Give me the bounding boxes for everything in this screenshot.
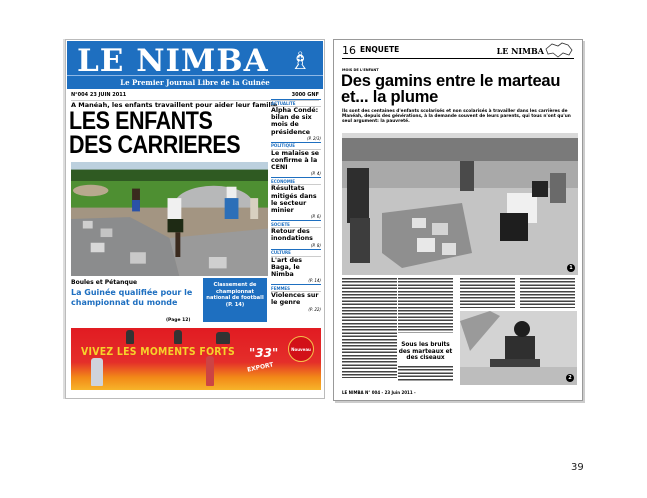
sidebar-title: L'art des Baga, le Nimba	[271, 256, 303, 279]
article-column-3	[460, 278, 515, 308]
sidebar-page: (P. 22)	[308, 306, 321, 312]
inside-logo: LE NIMBA	[496, 46, 544, 56]
guinea-map-icon	[544, 41, 574, 59]
sidebar-title: Alpha Condé: bilan de six mois de présidence	[271, 107, 319, 136]
sidebar-page: (P. 14)	[308, 278, 321, 284]
quarry-photo	[71, 162, 268, 276]
tagline: Le Premier Journal Libre de la Guinée	[67, 75, 323, 87]
slide-page-number: 39	[571, 462, 584, 473]
beer-advertisement	[71, 328, 321, 390]
sidebar-title: Violences sur le genre	[271, 292, 319, 307]
article-column-1	[342, 278, 397, 378]
sidebar-item[interactable]	[271, 249, 321, 284]
article-column-2b	[398, 366, 453, 382]
sport-page-ref: (Page 12)	[166, 318, 191, 323]
inside-lede: Ils sont des centaines d'enfants scolarisés et non scolarisés à travailler dans les carrières de Manéah, depuis des générations, à la demande souvent de leurs parents, qui tous n'ont qu'un seul argument: la pauvreté.	[342, 109, 571, 125]
sidebar-item[interactable]	[271, 99, 321, 141]
sidebar-page: (P. 2/3)	[307, 135, 321, 141]
ad-person	[216, 332, 230, 344]
article-column-4	[520, 278, 575, 308]
boy-sitting-photo	[460, 311, 577, 385]
sidebar-category: CULTURE	[271, 249, 321, 257]
sidebar-contents	[271, 98, 321, 312]
ad-new-badge: Nouveau	[288, 336, 314, 362]
masthead	[67, 41, 323, 89]
sidebar-item[interactable]	[271, 284, 321, 311]
sidebar-category: POLITIQUE	[271, 142, 321, 150]
sidebar-category: SOCIETE	[271, 220, 321, 228]
ad-person	[174, 330, 182, 344]
inside-kicker: MOIS DE L'ENFANT	[342, 68, 379, 72]
issue-date: N°004 23 JUIN 2011	[71, 92, 127, 98]
sidebar-category: ACTUALITE	[271, 99, 321, 107]
ad-person	[126, 330, 134, 344]
price: 3000 GNF	[291, 92, 319, 98]
sidebar-category: FEMMES	[271, 284, 321, 292]
sidebar-category: ECONOMIE	[271, 177, 321, 185]
inside-page	[333, 39, 583, 401]
sidebar-page: (P. 6)	[310, 214, 321, 220]
headline-line-2: DES CARRIERES	[69, 131, 241, 159]
quarry-children-photo	[342, 133, 578, 275]
section-name: ENQUETE	[360, 45, 400, 54]
article-column-2	[398, 278, 453, 333]
photo-number-badge: 1	[567, 264, 575, 272]
nimba-statue-icon: ♗	[289, 47, 311, 75]
newspaper-title: LE NIMBA	[77, 43, 269, 79]
inside-page-header	[342, 43, 574, 59]
sidebar-title: Retour des inondations	[271, 228, 313, 243]
ad-person	[206, 356, 214, 386]
sidebar-page: (P. 8)	[310, 242, 321, 248]
ad-person	[91, 358, 103, 386]
sport-kicker: Boules et Pétanque	[71, 279, 138, 286]
sidebar-item[interactable]	[271, 220, 321, 247]
article-subhead: Sous les bruits des marteaux et des ciseaux	[398, 342, 453, 361]
inside-headline: Des gamins entre le marteau et... la plume	[341, 72, 561, 106]
front-page	[65, 39, 325, 399]
sidebar-item[interactable]	[271, 142, 321, 177]
ad-brand-sub: EXPORT	[246, 361, 275, 374]
headline-line-1: LES ENFANTS	[69, 107, 213, 135]
front-headline	[69, 109, 269, 157]
front-kicker: A Manéah, les enfants travaillent pour aider leur famille	[71, 101, 278, 109]
ad-slogan: VIVEZ LES MOMENTS FORTS	[81, 345, 235, 358]
sidebar-page: (P. 4)	[310, 171, 321, 177]
sidebar-title: Le malaise se confirme à la CENI	[271, 149, 320, 172]
sport-headline: La Guinée qualifiée pour le championnat du monde	[71, 288, 193, 307]
photo-number-badge: 2	[566, 374, 574, 382]
inside-footer: LE NIMBA N° 004 - 23 Juin 2011 -	[342, 390, 416, 395]
sidebar-item[interactable]	[271, 177, 321, 219]
sidebar-title: Résultats mitigés dans le secteur minier	[271, 185, 317, 215]
ad-brand: "33"	[249, 346, 279, 360]
inside-page-number: 16	[342, 44, 356, 57]
classement-box: Classement de championnat national de football (P. 14)	[203, 278, 267, 322]
